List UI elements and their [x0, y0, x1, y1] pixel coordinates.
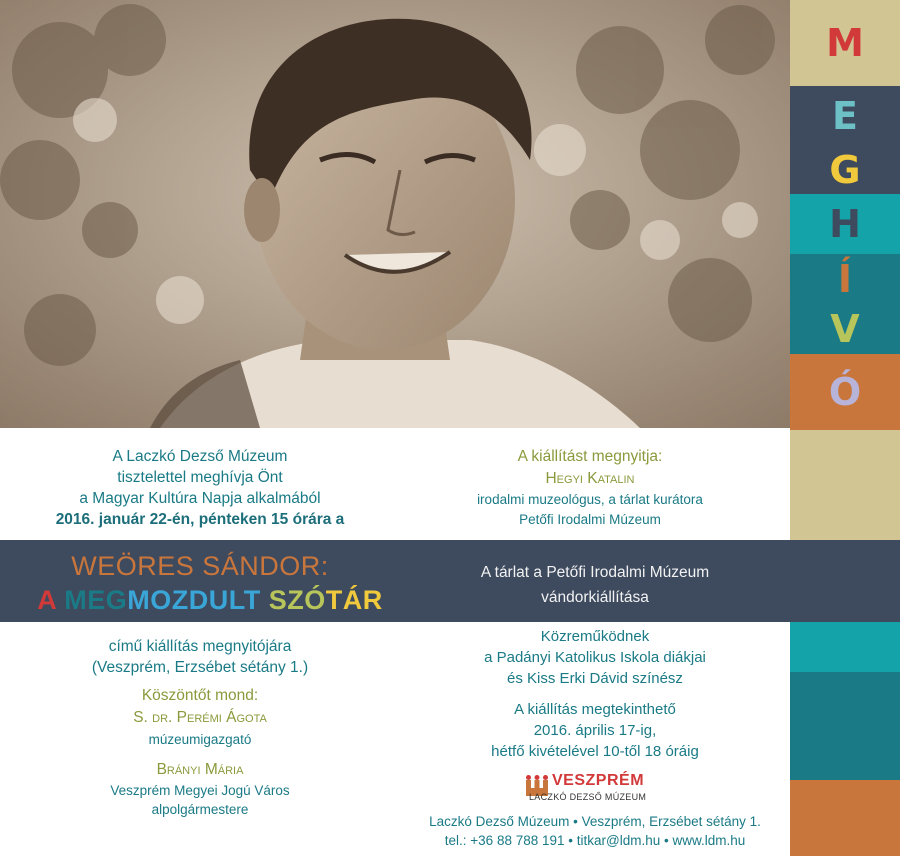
- speaker1-role: múzeumigazgató: [148, 732, 252, 747]
- speaker2-name: Brányi Mária: [156, 761, 244, 778]
- intro-line-museum: A Laczkó Dezső Múzeum: [112, 448, 288, 465]
- side-banner: [790, 0, 900, 856]
- viewing-block: [400, 699, 790, 762]
- banner-stripe-o: [790, 354, 900, 430]
- band-note-line2: vándorkiállítása: [541, 589, 649, 606]
- banner-stripe-g: [790, 146, 900, 194]
- speaker2-role-line1: Veszprém Megyei Jogú Város: [110, 783, 290, 798]
- banner-stripe-h: [790, 194, 900, 254]
- band-note-line1: A tárlat a Petőfi Irodalmi Múzeum: [480, 564, 710, 581]
- title-part-szo: SZÓ: [268, 585, 326, 615]
- footer-contact: tel.: +36 88 788 191 • titkar@ldm.hu • www.ldm.hu: [444, 833, 746, 848]
- banner-stripe-m: [790, 0, 900, 86]
- banner-stripe-teal: [790, 622, 900, 672]
- opener-block: [395, 446, 785, 530]
- location-line1: című kiállítás megnyitójára: [108, 638, 292, 655]
- participants-school: a Padányi Katolikus Iskola diákjai: [484, 649, 706, 666]
- banner-stripe-navy: [790, 540, 900, 622]
- banner-letter-i: Í: [837, 257, 853, 301]
- opener-role: irodalmi muzeológus, a tárlat kurátora: [477, 492, 703, 507]
- intro-line-invite: tisztelettel meghívja Önt: [117, 469, 283, 486]
- opener-institution: Petőfi Irodalmi Múzeum: [519, 512, 661, 527]
- speaker2-role-line2: alpolgármestere: [151, 802, 249, 817]
- banner-stripe-darkteal: [790, 672, 900, 780]
- speaker1-name: S. dr. Perémi Ágota: [133, 709, 267, 726]
- title-part-a: A: [37, 585, 65, 615]
- title-part-mozdult: MOZDULT: [127, 585, 269, 615]
- title-part-meg: MEG: [64, 585, 128, 615]
- banner-letter-m: M: [826, 21, 864, 65]
- viewing-hours: hétfő kivételével 10-től 18 óráig: [491, 743, 699, 760]
- banner-stripe-sand: [790, 430, 900, 540]
- title-part-tar: TÁR: [325, 585, 383, 615]
- opener-heading: A kiállítást megnyitja:: [517, 448, 663, 465]
- viewing-heading: A kiállítás megtekinthető: [514, 701, 676, 718]
- intro-line-occasion: a Magyar Kultúra Napja alkalmából: [79, 490, 321, 507]
- intro-line-date: 2016. január 22-én, pénteken 15 órára a: [55, 511, 345, 528]
- logo-museum: LACZKÓ DEZSŐ MÚZEUM: [529, 792, 647, 802]
- invitation-intro: [0, 446, 400, 530]
- banner-stripe-i: [790, 254, 900, 304]
- viewing-until: 2016. április 17-ig,: [533, 722, 657, 739]
- greetings-block: [0, 685, 400, 819]
- banner-letter-o: Ó: [828, 370, 862, 414]
- opener-name: Hegyi Katalin: [545, 470, 635, 487]
- location-line2: (Veszprém, Erzsébet sétány 1.): [91, 659, 309, 676]
- footer-address: Laczkó Dezső Múzeum • Veszprém, Erzsébet sétány 1.: [429, 814, 761, 829]
- footer: [400, 812, 790, 850]
- participants-heading: Közreműködnek: [540, 628, 650, 645]
- participants-actor: és Kiss Erki Dávid színész: [507, 670, 683, 687]
- banner-letter-v: V: [830, 307, 860, 351]
- band-note: [400, 560, 790, 610]
- banner-stripe-orange: [790, 780, 900, 856]
- logo-city: VESZPRÉM: [552, 772, 645, 789]
- museum-logo: [525, 772, 660, 806]
- banner-stripe-v: [790, 304, 900, 354]
- participants-block: [400, 626, 790, 689]
- exhibition-location: [0, 636, 400, 678]
- banner-stripe-e: [790, 86, 900, 146]
- banner-letter-e: E: [832, 94, 858, 138]
- greeting-heading: Köszöntőt mond:: [141, 687, 259, 704]
- exhibition-title-author: WEÖRES SÁNDOR:: [71, 551, 329, 581]
- exhibition-title-work: [0, 585, 420, 616]
- banner-letter-g: G: [829, 148, 861, 192]
- portrait-illustration: [0, 0, 790, 428]
- portrait-photo: [0, 0, 790, 428]
- banner-letter-h: H: [829, 202, 861, 246]
